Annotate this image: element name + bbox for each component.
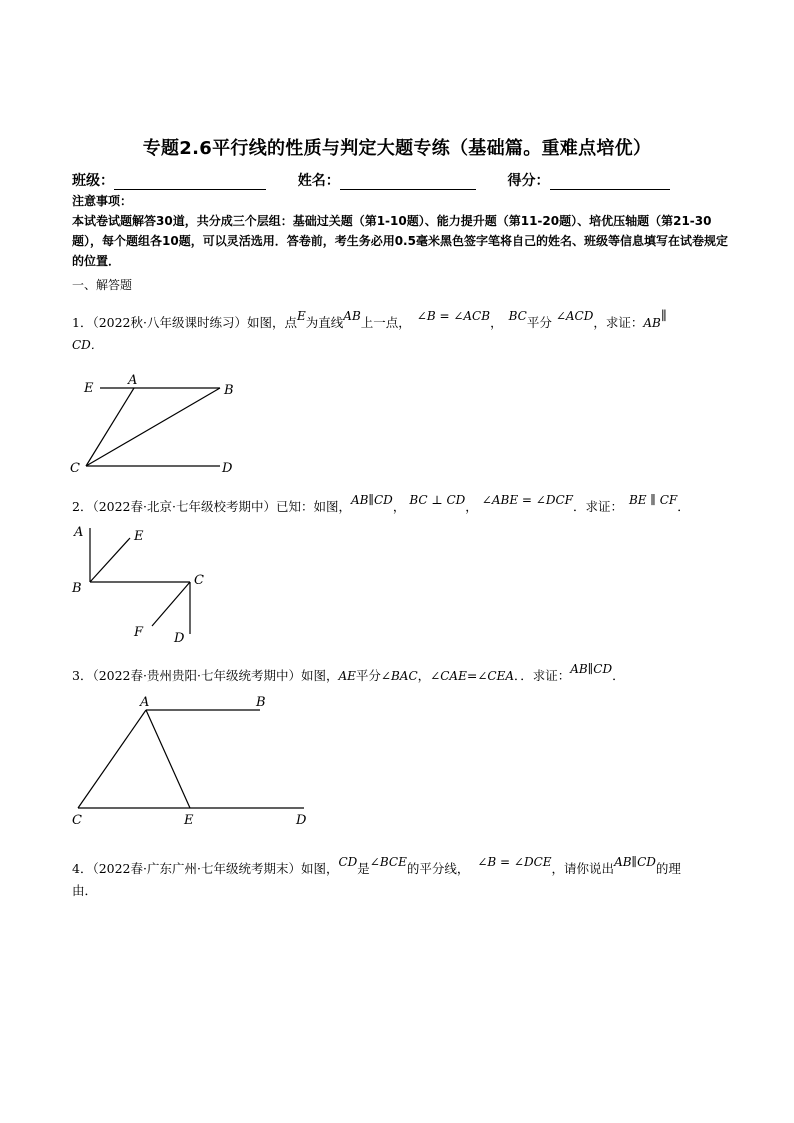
q2-math-bc-perp: BC ⊥ CD (409, 493, 466, 507)
q4-math-angles: ∠B = ∠DCE (477, 855, 552, 869)
q3-label-a: A (140, 695, 150, 710)
q1-text-4: ， (490, 315, 503, 330)
q2-math-angles: ∠ABE = ∠DCF (481, 493, 573, 507)
q1-label-b: B (224, 383, 234, 398)
q4-text-1: 4．（2022春·广东广州·七年级统考期末）如图， (72, 861, 339, 876)
q4-text-line2: 由． (72, 883, 98, 898)
q1-text-6: ，求证： (593, 315, 644, 330)
section-heading: 一、解答题 (72, 278, 133, 292)
q4-text-5: 的理 (655, 861, 681, 876)
q1-math-e: E (297, 309, 306, 323)
q4-text-3: 的平分线， (406, 861, 470, 876)
q1-math-parallel: ∥ (660, 308, 667, 323)
q2-text-5: ． (677, 499, 690, 514)
name-label: 姓名： (297, 173, 340, 189)
q1-math-ab: AB (343, 309, 361, 323)
question-2 (72, 493, 732, 518)
q2-label-b: B (72, 581, 82, 596)
q2-line-be (90, 538, 130, 582)
q1-label-c: C (70, 461, 80, 476)
q1-math-acd: ∠ACD (555, 309, 594, 323)
notes-body: 本试卷试题解答30道，共分成三个层组：基础过关题（第1-10题）、能力提升题（第11-20题）、培优压轴题（第21-30题），每个题组各10题，可以灵活选用．答卷前，考生务必用0.5毫米黑色签字笔将自己的姓名、班级等信息填写在试卷规定的位置． (72, 214, 728, 268)
score-label: 得分： (507, 173, 550, 189)
figure-q3 (64, 694, 314, 828)
q1-text-2: 为直线 (305, 315, 344, 330)
q1-text-1: 1．（2022秋·八年级课时练习）如图，点 (72, 315, 297, 330)
q2-math-be-cf: BE ∥ CF (628, 493, 678, 507)
q3-text-5: ．．求证： (514, 668, 571, 683)
q1-line-bc (86, 388, 220, 466)
q3-label-e: E (184, 813, 194, 828)
q2-label-e: E (134, 529, 144, 544)
score-blank (550, 173, 670, 190)
question-1 (72, 308, 732, 356)
q3-line-ae (146, 710, 190, 808)
q3-line-ac (78, 710, 146, 808)
student-info-row (72, 170, 670, 190)
q3-math-bac: ∠BAC (380, 669, 418, 683)
q1-math-ab-2: AB (643, 316, 661, 330)
q3-math-ae: AE (338, 669, 356, 683)
q1-label-d: D (222, 461, 233, 476)
page-title: 专题2.6平行线的性质与判定大题专练（基础篇。重难点培优） (142, 138, 652, 159)
q2-math-ab-cd: AB∥CD (350, 493, 393, 507)
q1-label-a: A (128, 373, 138, 388)
figure-q2 (66, 522, 216, 644)
q2-text-2: ， (392, 499, 406, 514)
q1-math-bc: BC (508, 309, 527, 323)
q3-text-6: ． (612, 668, 625, 683)
q2-label-c: C (194, 573, 204, 588)
q3-math-cae: ∠CAE (430, 669, 467, 683)
q4-math-bce: ∠BCE (369, 855, 407, 869)
q2-line-cf (152, 582, 190, 626)
question-4 (72, 855, 732, 902)
q2-label-d: D (174, 631, 185, 644)
figure-q1 (60, 370, 250, 476)
q2-text-3: ， (465, 499, 478, 514)
q1-text-line2: CD． (72, 338, 103, 352)
q3-math-ab-cd: AB∥CD (570, 662, 613, 676)
q2-label-a: A (74, 525, 84, 540)
q3-label-b: B (256, 695, 266, 710)
q4-math-cd: CD (338, 855, 358, 869)
q2-text-4: ．求证： (572, 499, 623, 514)
q4-math-ab-cd: AB∥CD (614, 855, 656, 869)
q4-text-2: 是 (357, 861, 370, 876)
class-blank (114, 173, 266, 190)
q3-text-4: = (466, 668, 478, 683)
q1-math-angle-eq: ∠B = ∠ACB (416, 309, 491, 323)
name-blank (340, 173, 476, 190)
q3-math-cea: ∠CEA (477, 669, 514, 683)
q3-label-c: C (72, 813, 82, 828)
q4-text-4: ，请你说出 (551, 861, 615, 876)
q1-text-3: 上一点， (360, 315, 411, 330)
q2-label-f: F (134, 625, 144, 640)
class-label: 班级： (72, 173, 114, 189)
q1-label-e: E (84, 381, 94, 396)
q1-text-5: 平分 (526, 315, 552, 330)
q3-text-2: 平分 (355, 668, 381, 683)
q2-text-1: 2．（2022春·北京·七年级校考期中）已知：如图， (72, 499, 351, 514)
q1-line-ac (86, 388, 134, 466)
q3-text-1: 3．（2022春·贵州贵阳·七年级统考期中）如图， (72, 668, 339, 683)
q3-label-d: D (296, 813, 307, 828)
q3-text-3: ， (417, 668, 431, 683)
question-3 (72, 662, 732, 687)
notes-heading: 注意事项： (72, 194, 133, 208)
